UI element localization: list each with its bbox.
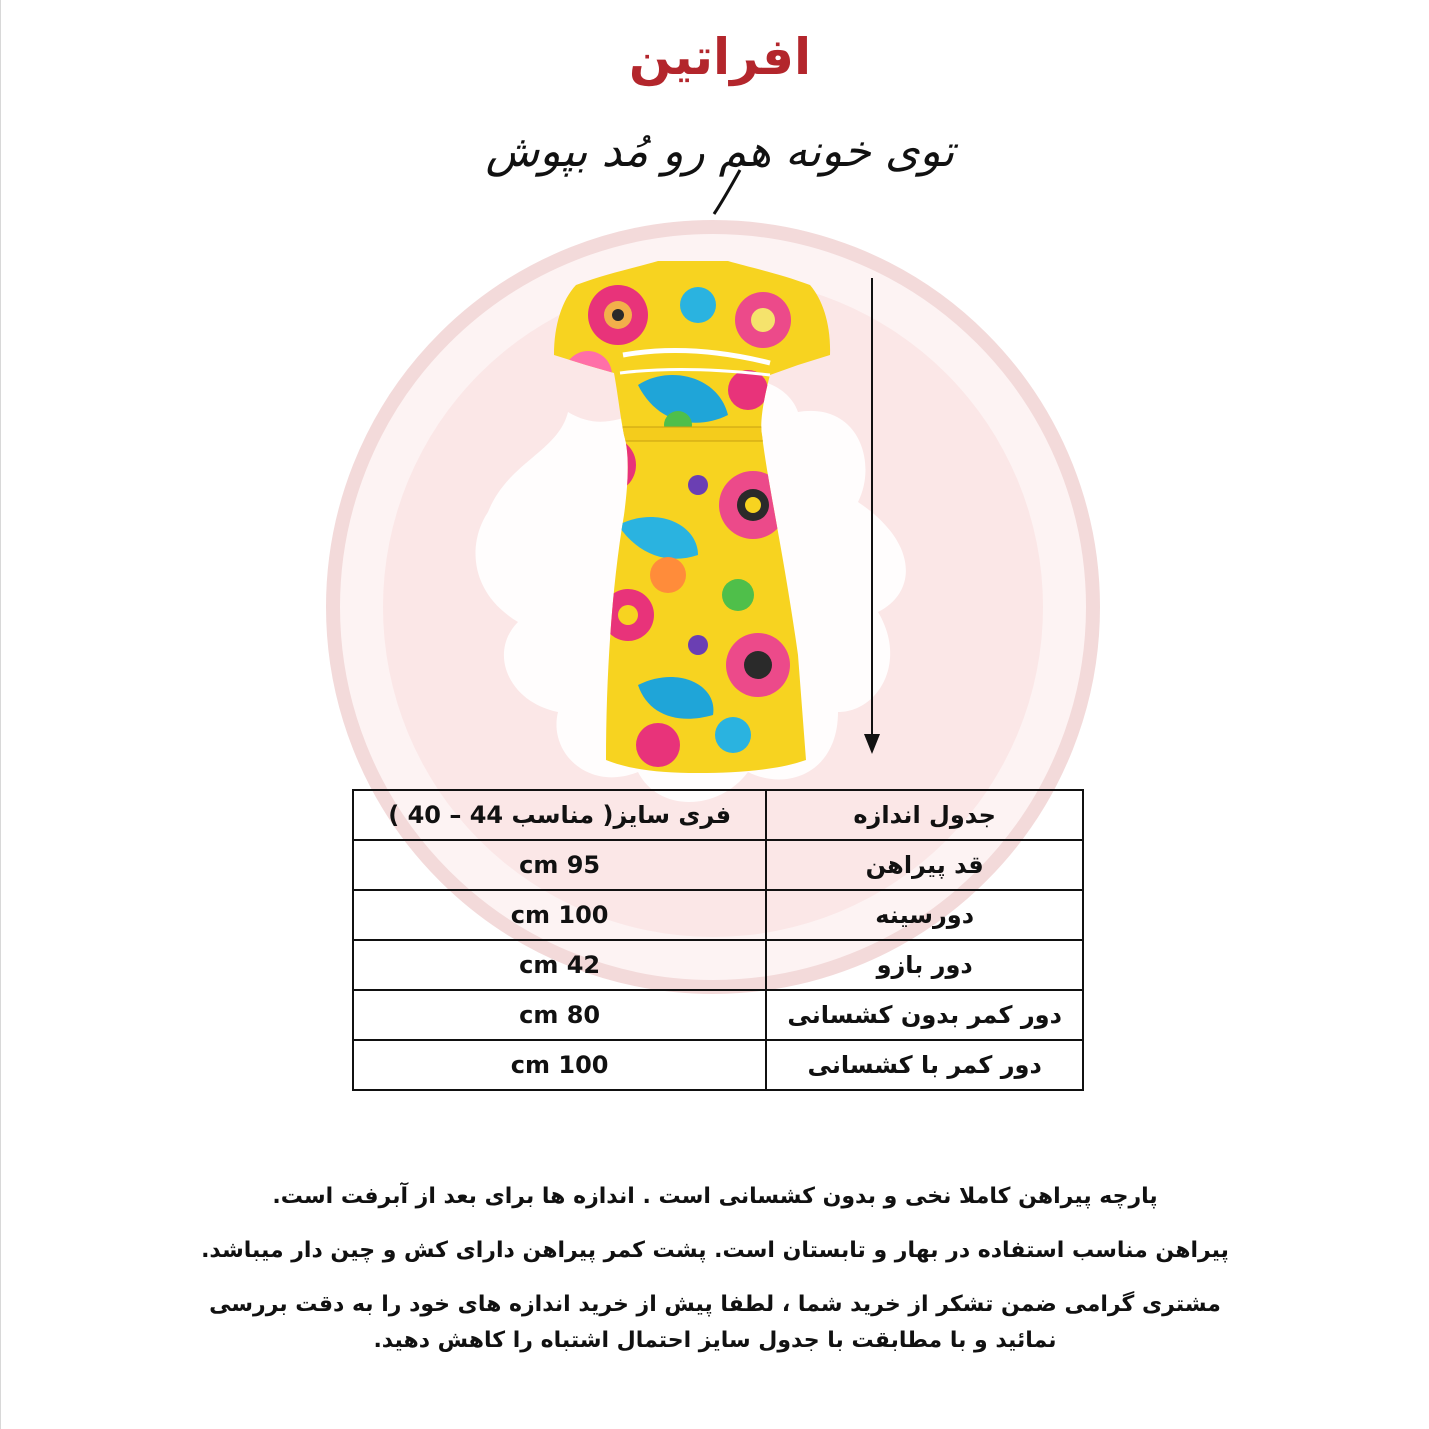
table-row <box>353 840 1083 890</box>
note-fabric: پارچه پیراهن کاملا نخی و بدون کشسانی است . اندازه ها برای بعد از آبرفت است. <box>272 1184 1158 1209</box>
brand-logo: افراتین <box>628 28 812 86</box>
table-header-label: جدول اندازه <box>766 790 1083 840</box>
row-value: 100 cm <box>353 890 766 940</box>
slogan-flourish-icon <box>700 168 760 218</box>
note-customer: مشتری گرامی ضمن تشکر از خرید شما ، لطفا پیش از خرید اندازه های خود را به دقت بررسی <box>209 1292 1221 1317</box>
note-season: پیراهن مناسب استفاده در بهار و تابستان است. پشت کمر پیراهن دارای کش و چین دار میباشد. <box>201 1238 1229 1263</box>
row-label: دورسینه <box>766 890 1083 940</box>
page-edge <box>0 0 1 1429</box>
row-value: 95 cm <box>353 840 766 890</box>
row-label: قد پیراهن <box>766 840 1083 890</box>
row-label: دور کمر بدون کشسانی <box>766 990 1083 1040</box>
row-value: 42 cm <box>353 940 766 990</box>
row-value: 100 cm <box>353 1040 766 1090</box>
table-header-value: فری سایز( مناسب 44 – 40 ) <box>353 790 766 840</box>
row-label: دور کمر با کشسانی <box>766 1040 1083 1090</box>
size-table <box>352 789 1084 1091</box>
row-value: 80 cm <box>353 990 766 1040</box>
row-label: دور بازو <box>766 940 1083 990</box>
note-customer-continued: نمائید و با مطابقت با جدول سایز احتمال اشتباه را کاهش دهید. <box>373 1328 1057 1353</box>
table-row <box>353 940 1083 990</box>
table-header-row <box>353 790 1083 840</box>
table-row <box>353 890 1083 940</box>
table-row <box>353 1040 1083 1090</box>
product-notes <box>160 1180 1270 1378</box>
brand-slogan: توی خونه هم رو مُد بپوش <box>485 126 955 177</box>
floral-dress-image <box>548 255 838 775</box>
table-row <box>353 990 1083 1040</box>
length-arrow-icon <box>858 278 886 758</box>
